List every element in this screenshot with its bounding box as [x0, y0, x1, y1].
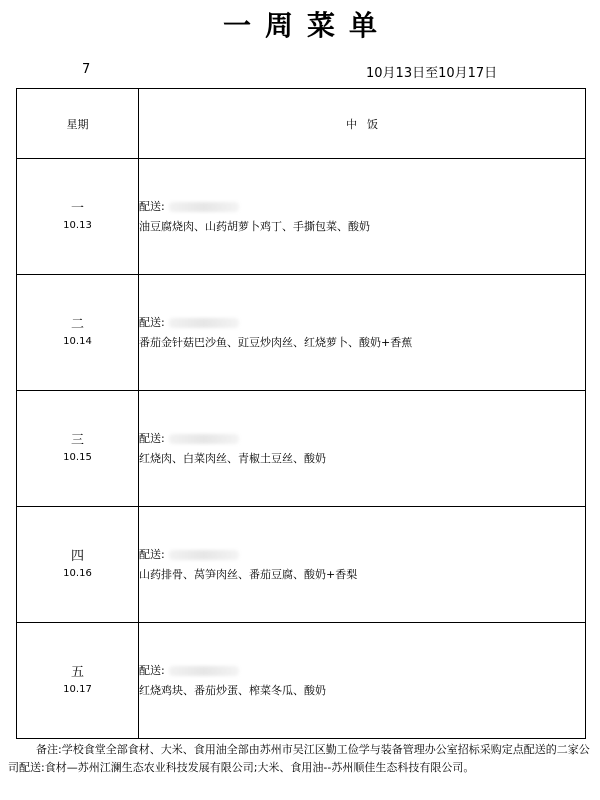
lunch-cell [139, 507, 586, 623]
redacted-supplier [169, 550, 239, 560]
weekday-cell [17, 623, 139, 739]
weekday-cell [17, 159, 139, 275]
lunch-cell [139, 159, 586, 275]
weekday-cell [17, 275, 139, 391]
weekday-name: 一 [70, 200, 84, 216]
lunch-menu: 红烧肉、白菜肉丝、青椒土豆丝、酸奶 [139, 451, 326, 465]
weekday-date: 10.17 [63, 683, 92, 695]
table-header-row [17, 89, 586, 159]
weekday-cell [17, 507, 139, 623]
weekday-date: 10.13 [63, 219, 92, 231]
deliver-label: 配送: [139, 663, 165, 677]
weekday-name: 五 [70, 664, 84, 680]
deliver-label: 配送: [139, 547, 165, 561]
weekday-name: 四 [70, 548, 84, 564]
date-range: 10月13日至10月17日 [366, 66, 498, 81]
week-number: 7 [82, 62, 91, 77]
weekday-date: 10.16 [63, 567, 92, 579]
weekday-column-header: 星期 [17, 89, 139, 159]
redacted-supplier [169, 318, 239, 328]
table-row [17, 159, 586, 275]
weekday-cell [17, 391, 139, 507]
deliver-label: 配送: [139, 431, 165, 445]
deliver-label: 配送: [139, 199, 165, 213]
weekday-date: 10.15 [63, 451, 92, 463]
weekday-date: 10.14 [63, 335, 92, 347]
lunch-column-header: 中饭 [139, 89, 586, 159]
lunch-menu: 油豆腐烧肉、山药胡萝卜鸡丁、手撕包菜、酸奶 [139, 219, 370, 233]
redacted-supplier [169, 202, 239, 212]
page-title: 一周菜单 [222, 9, 391, 42]
deliver-label: 配送: [139, 315, 165, 329]
lunch-menu: 山药排骨、莴笋肉丝、番茄豆腐、酸奶+香梨 [139, 567, 358, 581]
menu-table [16, 88, 586, 739]
lunch-menu: 红烧鸡块、番茄炒蛋、榨菜冬瓜、酸奶 [139, 683, 326, 697]
table-row [17, 275, 586, 391]
redacted-supplier [169, 434, 239, 444]
lunch-cell [139, 275, 586, 391]
table-row [17, 623, 586, 739]
lunch-cell [139, 391, 586, 507]
weekday-name: 三 [70, 432, 84, 448]
weekday-name: 二 [70, 316, 84, 332]
footnote: 备注:学校食堂全部食材、大米、食用油全部由苏州市吴江区勤工俭学与装备管理办公室招标采购定点配送的二家公司配送:食材—苏州江澜生态农业科技发展有限公司;大米、食用油--苏州顺佳生态科技有限公司。 [8, 743, 590, 774]
lunch-menu: 番茄金针菇巴沙鱼、豇豆炒肉丝、红烧萝卜、酸奶+香蕉 [139, 335, 413, 349]
table-row [17, 507, 586, 623]
table-row [17, 391, 586, 507]
lunch-cell [139, 623, 586, 739]
redacted-supplier [169, 666, 239, 676]
